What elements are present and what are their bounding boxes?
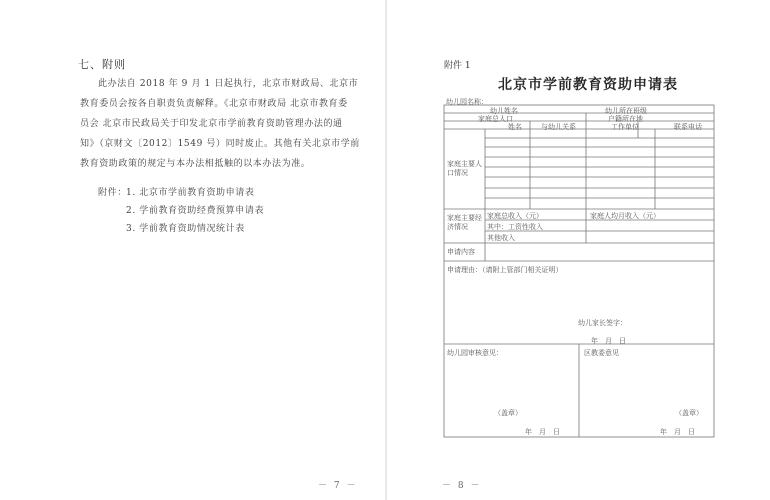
paragraph-line-1: 此办法自 2018 年 9 月 1 日起执行，北京市财政局、北京市 xyxy=(98,79,359,89)
paragraph-line-3: 员会 北京市民政局关于印发北京市学前教育资助管理办法的通 xyxy=(80,119,343,129)
total-income-field: 家庭总收入（元） xyxy=(487,212,543,220)
column-header-work: 工作单位 xyxy=(611,123,639,131)
column-header-phone: 联系电话 xyxy=(674,123,702,131)
child-class-field: 幼儿所在班级 xyxy=(605,107,647,115)
attachment-item: 3. 学前教育资助情况统计表 xyxy=(126,224,245,234)
economic-section-label: 家庭主要经济情况 xyxy=(447,214,482,231)
district-seal: （盖章） xyxy=(675,409,703,417)
form-title: 北京市学前教育资助申请表 xyxy=(498,77,678,93)
kindergarten-review-date: 年 月 日 xyxy=(525,428,560,436)
per-capita-income-field: 家庭人均月收入（元） xyxy=(590,212,660,220)
kindergarten-review-label: 幼儿园审核意见： xyxy=(447,349,503,357)
wage-income-field: 其中：工资性收入 xyxy=(487,223,543,231)
other-income-field: 其他收入 xyxy=(487,234,515,242)
district-review-label: 区教委意见 xyxy=(584,349,619,357)
district-review-date: 年 月 日 xyxy=(660,428,695,436)
household-location-field: 户籍所在地 xyxy=(608,115,643,123)
child-name-field: 幼儿姓名 xyxy=(490,107,518,115)
kindergarten-seal: （盖章） xyxy=(494,409,522,417)
parent-signature-date: 年 月 日 xyxy=(591,337,626,345)
book-spine xyxy=(385,0,387,500)
page-number: － 8 － xyxy=(442,481,482,491)
column-header-name: 姓名 xyxy=(508,123,522,131)
column-header-relation: 与幼儿关系 xyxy=(541,123,576,131)
family-members-section-label: 家庭主要人口情况 xyxy=(447,160,482,177)
right-page xyxy=(390,0,770,500)
kindergarten-name-field: 幼儿园名称： xyxy=(446,98,488,106)
attachment-item: 1. 北京市学前教育资助申请表 xyxy=(126,188,255,198)
page-number: － 7 － xyxy=(318,481,358,491)
attachment-label: 附件 1 xyxy=(444,61,471,71)
attachment-item: 2. 学前教育资助经费预算申请表 xyxy=(126,206,265,216)
application-reason-label: 申请理由：（请附上管部门相关证明） xyxy=(447,266,563,274)
application-content-label: 申请内容 xyxy=(447,248,475,256)
left-page xyxy=(0,0,380,500)
family-size-field: 家庭总人口 xyxy=(478,115,513,123)
parent-signature-label: 幼儿家长签字： xyxy=(578,319,627,327)
attachments-label: 附件： xyxy=(98,188,127,198)
paragraph-line-2: 教育委员会按各自职责负责解释。《北京市财政局 北京市教育委 xyxy=(80,99,348,109)
paragraph-line-4: 知》（京财文〔2012〕1549 号）同时废止。其他有关北京市学前 xyxy=(80,139,360,149)
paragraph-line-5: 教育资助政策的规定与本办法相抵触的以本办法为准。 xyxy=(80,159,311,169)
section-heading: 七、附则 xyxy=(78,58,126,71)
